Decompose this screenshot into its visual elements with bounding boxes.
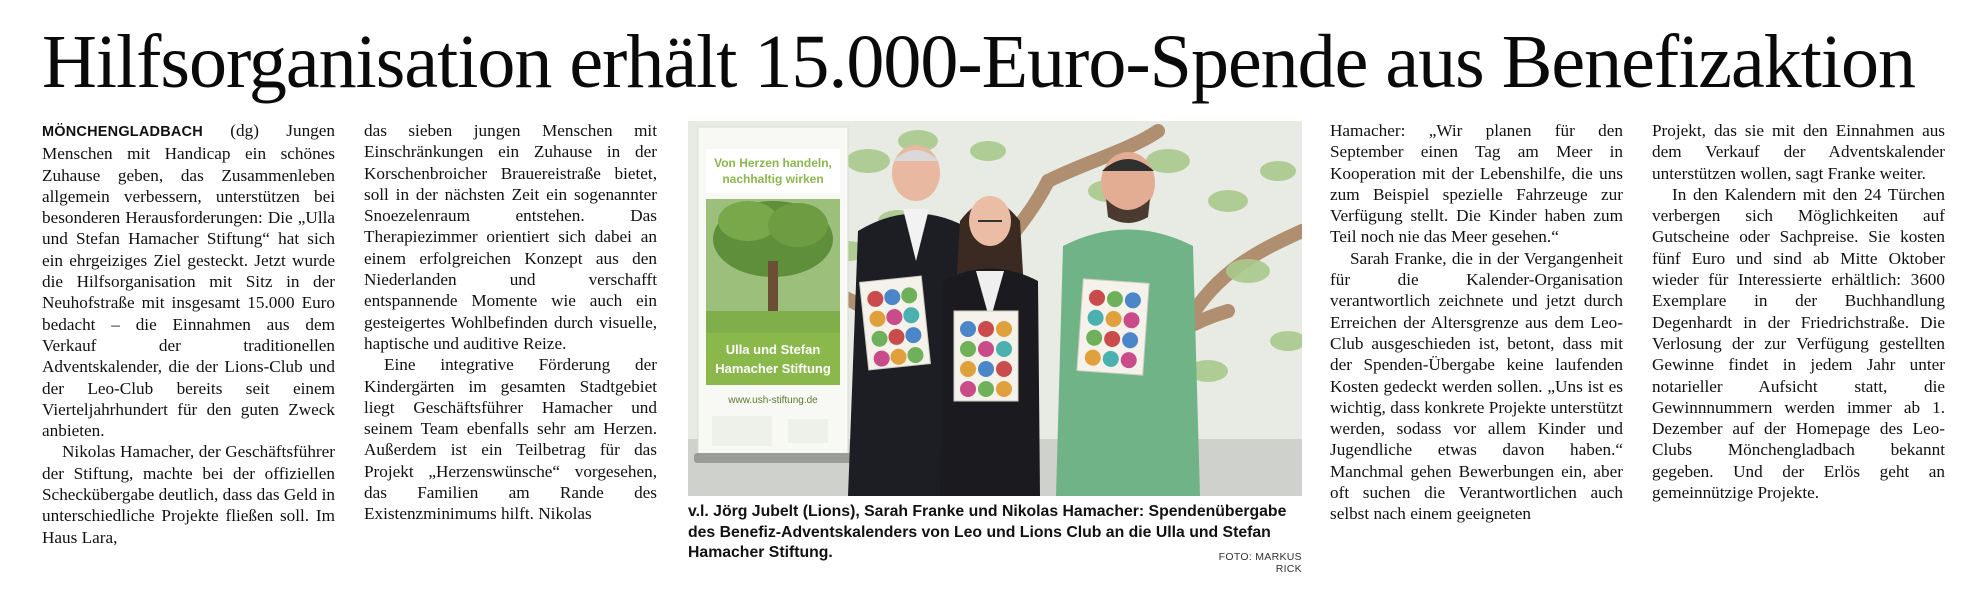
roll-up-banner [694, 127, 852, 463]
paragraph: das sieben jungen Menschen mit Einschränkungen ein Zuhause in der Korschenbroicher Brauereistraße bietet, soll in der nächsten Zeit ein sogenannter Snoezelenraum entstehen. Das Therapiezimmer orientiert sich dabei an einem erfolgreichen Konzept aus den Niederlanden und verschafft entspannende Momente wie auch ein gesteigertes Wohlbefinden durch visuelle, haptische und auditive Reize. [364, 121, 657, 353]
lead-text: (dg) Jungen Menschen mit Handicap ein schönes Zuhause geben, das Zusammenleben allgemein verbessern, unterstützen bei besonderen Herausforderungen: Die „Ulla und Stefan Hamacher Stiftung“ hat sich ein ehrgeiziges Ziel gesteckt. Jetzt wurde die Hilfsorganisation mit Sitz in der Neuhofstraße mit insgesamt 15.000 Euro bedacht – die Einnahmen aus dem Verkauf der traditionellen Adventskalender, die der Lions-Club und der Leo-Club bereits seit einem Vierteljahrhundert für den guten Zweck anbieten. [42, 121, 335, 441]
article-column-2 [364, 120, 657, 580]
paragraph: Eine integrative Förderung der Kindergärten im gesamten Stadtgebiet liegt Geschäftsführer Hamacher und seinem Team ebenfalls sehr am Herzen. Außerdem ist ein Teilbetrag für das Projekt „Herzenswünsche“ vorgesehen, das Familien am Rande des Existenzminimums hilft. Nikolas [364, 355, 657, 524]
photo-illustration [688, 121, 1302, 496]
calendar-middle [954, 311, 1018, 401]
article-column-5 [1652, 120, 1945, 580]
photo-credit: FOTO: MARKUS RICK [1218, 551, 1302, 575]
dateline: MÖNCHENGLADBACH [42, 124, 203, 140]
banner-title-1: Ulla und Stefan [725, 342, 821, 357]
headline: Hilfsorganisation erhält 15.000-Euro-Spende aus Benefizaktion [42, 20, 1915, 104]
paragraph: In den Kalendern mit den 24 Türchen verbergen sich Möglichkeiten auf Gutscheine oder Sachpreise. Sie kosten fünf Euro und sind ab Mitte Oktober wieder für Interessierte erhältlich: 3600 Exemplare in der Buchhandlung Degenhardt in der Friedrichstraße. Die Verlosung der zur Verfügung gestellten Gewinne findet in jedem Jahr unter notarieller Aufsicht statt, die Gewinnnummern werden immer ab 1. Dezember auf der Homepage des Leo-Clubs Mönchengladbach bekannt gegeben. Und der Erlös geht an gemeinnützige Projekte. [1652, 184, 1945, 503]
photo-caption: v.l. Jörg Jubelt (Lions), Sarah Franke und Nikolas Hamacher: Spendenübergabe des Benefiz-Adventskalenders von Leo und Lions Club an die Ulla und Stefan Hamacher Stiftung. [688, 503, 1287, 561]
banner-slogan-1: Von Herzen handeln, [714, 156, 832, 170]
paragraph: Projekt, das sie mit den Einnahmen aus dem Verkauf der Adventskalender unterstützen wollen, sagt Franke weiter. [1652, 121, 1945, 183]
paragraph: Sarah Franke, die in der Vergangenheit für die Kalender-Organisation verantwortlich zeichnete und jetzt durch Erreichen der Altersgrenze aus dem Leo-Club ausgeschieden ist, betont, dass mit der Spenden-Übergabe keine laufenden Kosten gedeckt werden sollen. „Uns ist es wichtig, dass konkrete Projekte unterstützt werden, sodass vor allem Kinder und Jugendliche etwas davon haben.“ Manchmal gehen Bewerbungen ein, aber oft suchen die Verantwortlichen auch selbst nach einem geeigneten [1330, 248, 1623, 524]
banner-url: www.ush-stiftung.de [728, 395, 818, 406]
banner-title-2: Hamacher Stiftung [715, 361, 831, 376]
article-column-1 [42, 120, 335, 580]
calendar-right [1077, 279, 1149, 375]
paragraph: Hamacher: „Wir planen für den September einen Tag am Meer in Kooperation mit der Lebenshilfe, die uns zum Beispiel spezielle Fahrzeuge zur Verfügung stellt. Die Kinder haben zum Teil noch nie das Meer gesehen.“ [1330, 121, 1623, 247]
lead-paragraph [42, 120, 335, 441]
article-photo [688, 121, 1302, 496]
calendar-left [860, 276, 931, 370]
article-column-4 [1330, 120, 1623, 580]
banner-slogan-2: nachhaltig wirken [722, 172, 824, 186]
paragraph: Nikolas Hamacher, der Geschäftsführer der Stiftung, machte bei der offiziellen Scheckübergabe deutlich, dass das Geld in unterschiedliche Projekte fließen soll. Im Haus Lara, [42, 442, 335, 547]
